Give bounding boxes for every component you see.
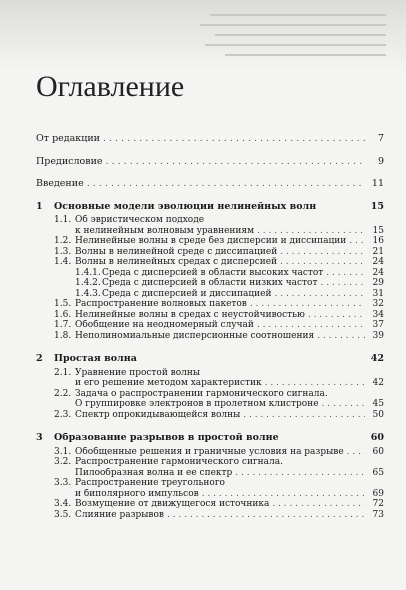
toc-section-1-6[interactable] (36, 310, 384, 321)
toc-page: 50 (372, 409, 384, 420)
toc-page: 72 (372, 499, 384, 509)
toc-page: 15 (370, 200, 384, 212)
section-title: Нелинейные волны в среде без дисперсии и диссипации (75, 236, 347, 246)
toc-page: 69 (372, 488, 384, 499)
page-title: Оглавление (36, 70, 185, 103)
section-number: 1.3. (54, 246, 72, 257)
toc-page: 24 (372, 257, 384, 267)
toc-chapter-3[interactable] (36, 433, 384, 444)
section-title: Задача о распространении гармонического сигнала. (75, 388, 328, 399)
toc-section-1-7[interactable] (36, 320, 384, 331)
section-title-cont: и его решение методом характеристик (75, 378, 262, 388)
toc-section-1-4[interactable] (36, 257, 384, 268)
toc-section-2-3[interactable] (36, 410, 384, 421)
section-number: 1.2. (54, 236, 72, 246)
subsection-title: Среда с дисперсией в области низких частот (102, 278, 318, 288)
toc-page: 15 (372, 225, 384, 236)
toc-page: 73 (372, 509, 384, 520)
toc-subsection-1-4-3[interactable] (36, 289, 384, 300)
toc-label: От редакции (36, 134, 100, 144)
toc-front-introduction[interactable] (36, 179, 384, 190)
section-number: 1.7. (54, 320, 72, 330)
subsection-number: 1.4.3. (75, 288, 101, 299)
chapter-number: 2 (36, 353, 43, 364)
section-title: Распространение волновых пакетов (75, 299, 247, 309)
toc-section-3-5[interactable] (36, 510, 384, 521)
section-title: Спектр опрокидывающейся волны (75, 409, 241, 420)
subsection-title: Среда с дисперсией в области высоких частот (102, 267, 324, 278)
section-number: 1.5. (54, 299, 72, 309)
section-number: 1.8. (54, 330, 72, 341)
table-of-contents (36, 134, 384, 520)
toc-label: Введение (36, 179, 84, 189)
toc-section-1-2[interactable] (36, 236, 384, 247)
section-title: Неполиномиальные дисперсионные соотношения (75, 330, 315, 341)
chapter-number: 1 (36, 200, 43, 212)
section-title: Уравнение простой волны (75, 367, 201, 378)
section-number: 2.1. (54, 367, 72, 378)
section-title: Распространение гармонического сигнала. (75, 457, 283, 467)
section-title: Об эвристическом подходе (75, 215, 205, 225)
toc-page: 24 (372, 267, 384, 278)
section-title-cont: Пилообразная волна и ее спектр (75, 467, 233, 478)
toc-page: 42 (370, 353, 384, 364)
toc-page: 37 (372, 320, 384, 330)
toc-section-1-8[interactable] (36, 331, 384, 342)
toc-page: 65 (372, 467, 384, 478)
section-title: Обобщенные решения и граничные условия на разрыве (75, 446, 344, 457)
toc-section-3-2-cont[interactable] (36, 468, 384, 479)
section-number: 3.5. (54, 509, 72, 520)
toc-page: 21 (372, 246, 384, 257)
toc-chapter-1[interactable] (36, 202, 384, 213)
toc-subsection-1-4-2[interactable] (36, 278, 384, 289)
toc-section-3-2[interactable] (36, 457, 384, 468)
toc-section-2-1-cont[interactable] (36, 378, 384, 389)
toc-section-1-1-cont[interactable] (36, 226, 384, 237)
section-number: 2.3. (54, 409, 72, 420)
section-number: 3.4. (54, 499, 72, 509)
toc-section-3-1[interactable] (36, 447, 384, 458)
toc-label: Предисловие (36, 156, 103, 167)
section-number: 3.1. (54, 446, 72, 457)
toc-page: 45 (372, 399, 384, 409)
toc-section-1-1[interactable] (36, 215, 384, 226)
toc-page: 34 (372, 309, 384, 320)
toc-page: 16 (372, 236, 384, 246)
toc-section-3-3[interactable] (36, 478, 384, 489)
toc-page: 32 (372, 299, 384, 309)
subsection-title: Среда с дисперсией и диссипацией (102, 288, 272, 299)
section-title-cont: и биполярного импульсов (75, 488, 199, 499)
section-number: 3.2. (54, 457, 72, 467)
toc-section-2-2-cont[interactable] (36, 399, 384, 410)
toc-section-1-5[interactable] (36, 299, 384, 310)
toc-section-3-4[interactable] (36, 499, 384, 510)
section-number: 3.3. (54, 478, 72, 488)
chapter-title: Основные модели эволюции нелинейных волн (54, 201, 317, 212)
section-number: 1.1. (54, 215, 72, 225)
toc-page: 60 (372, 446, 384, 457)
toc-page: 31 (372, 288, 384, 299)
section-title: Волны в нелинейных средах с дисперсией (75, 257, 278, 267)
subsection-number: 1.4.2. (75, 278, 101, 288)
show-through-previous-page (0, 0, 406, 70)
chapter-number: 3 (36, 432, 43, 443)
section-title: Обобщение на неодномерный случай (75, 320, 254, 330)
toc-page: 11 (371, 178, 384, 189)
section-number: 2.2. (54, 388, 72, 399)
section-title: Возмущение от движущегося источника (75, 499, 270, 509)
section-number: 1.6. (54, 309, 72, 320)
toc-page: 29 (372, 278, 384, 288)
toc-section-2-1[interactable] (36, 368, 384, 379)
section-title-cont: к нелинейным волновым уравнениям (75, 225, 255, 236)
toc-chapter-2[interactable] (36, 354, 384, 365)
toc-page: 7 (377, 133, 384, 144)
toc-section-3-3-cont[interactable] (36, 489, 384, 500)
toc-page: 9 (377, 155, 384, 167)
toc-page: 39 (372, 330, 384, 341)
toc-page: 42 (372, 378, 384, 388)
toc-front-preface[interactable] (36, 157, 384, 168)
section-title: Распространение треугольного (75, 478, 225, 488)
toc-section-1-3[interactable] (36, 247, 384, 258)
chapter-title: Простая волна (54, 354, 137, 364)
toc-section-2-2[interactable] (36, 389, 384, 400)
subsection-number: 1.4.1. (75, 267, 101, 278)
chapter-title: Образование разрывов в простой волне (54, 433, 279, 443)
section-title: Волны в нелинейной среде с диссипацией (75, 246, 278, 257)
toc-subsection-1-4-1[interactable] (36, 268, 384, 279)
section-number: 1.4. (54, 257, 72, 267)
toc-page: 60 (370, 432, 384, 443)
section-title: Нелинейные волны в средах с неустойчивостью (75, 309, 305, 320)
section-title-cont: О группировке электронов в пролетном клистроне (75, 399, 319, 409)
toc-front-editorial[interactable] (36, 134, 384, 145)
section-title: Слияние разрывов (75, 509, 164, 520)
